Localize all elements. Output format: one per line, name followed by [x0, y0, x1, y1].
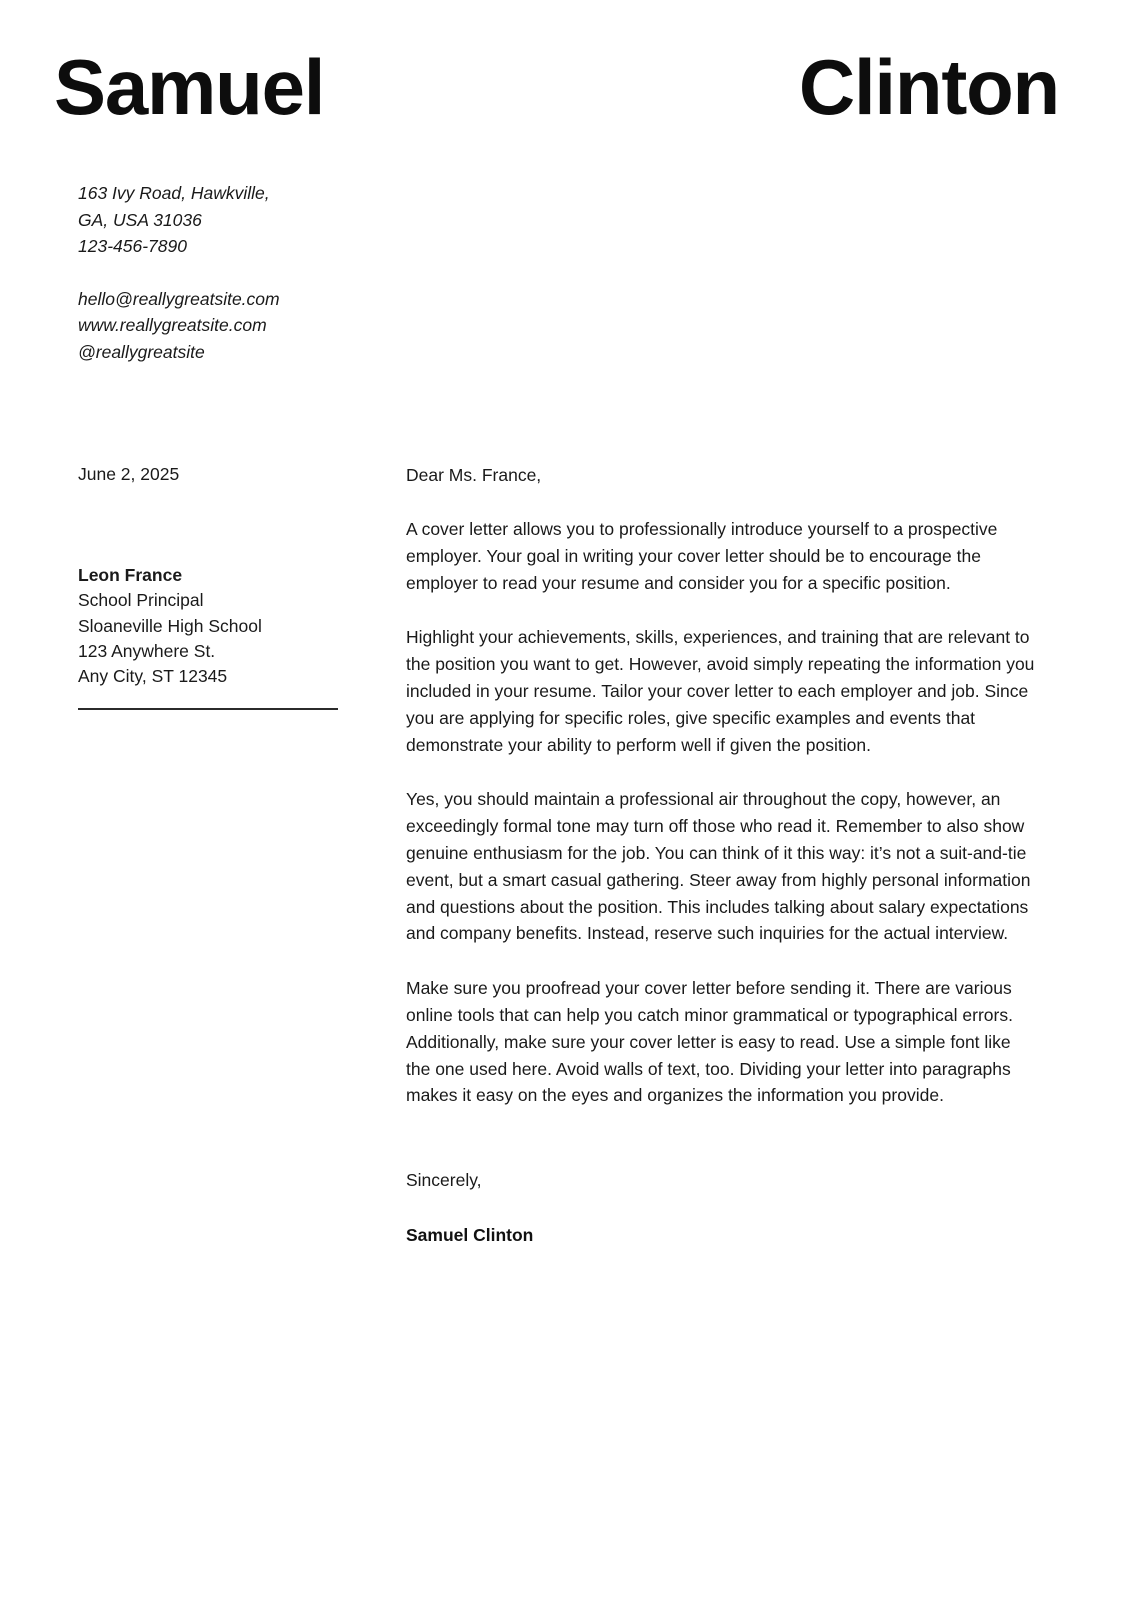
recipient-street: 123 Anywhere St. — [78, 640, 216, 661]
postal-address-group — [78, 180, 408, 260]
online-contact-group — [78, 286, 408, 366]
signature-name: Samuel Clinton — [406, 1225, 534, 1246]
salutation: Dear Ms. France, — [406, 465, 542, 485]
contact-block — [78, 180, 408, 365]
recipient-city-state-zip: Any City, ST 12345 — [78, 666, 228, 687]
address-line-phone: 123-456-7890 — [78, 236, 187, 256]
address-line-region: GA, USA 31036 — [78, 209, 202, 230]
last-name-heading: Clinton — [798, 43, 1059, 131]
first-name-heading: Samuel — [54, 43, 325, 131]
horizontal-divider — [78, 708, 338, 710]
letterhead-name — [54, 43, 1059, 131]
recipient-name: Leon France — [78, 565, 183, 585]
letter-body-column — [406, 462, 1038, 1248]
body-paragraph-3: Yes, you should maintain a professional air throughout the copy, however, an exceedingly formal tone may turn off those who read it. Remember to also show genuine enthusiasm for the job. You can think of it this way: it’s not a suit-and-tie event, but a smart casual gathering. Steer away from highly personal information and questions about the position. This includes talking about salary expectations and company benefits. Instead, reserve such inquiries for the actual interview. — [406, 789, 1031, 944]
letter-date: June 2, 2025 — [78, 464, 180, 484]
body-paragraph-2: Highlight your achievements, skills, experiences, and training that are relevant to the position you want to get. However, avoid simply repeating the information you included in your resume. Tailor your cover letter to each employer and job. Since you are applying for specific roles, give specific examples and events that demonstrate your ability to perform well if given the position. — [406, 627, 1035, 755]
recipient-title: School Principal — [78, 590, 204, 611]
recipient-block — [78, 563, 378, 689]
contact-website[interactable]: www.reallygreatsite.com — [78, 315, 267, 335]
body-paragraph-4: Make sure you proofread your cover letter before sending it. There are various online tools that can help you catch minor grammatical or typographical errors. Additionally, make sure your cover letter is easy to read. Use a simple font like the one used here. Avoid walls of text, too. Dividing your letter into paragraphs makes it easy on the eyes and organizes the information you provide. — [406, 978, 1013, 1106]
contact-email[interactable]: hello@reallygreatsite.com — [78, 288, 280, 309]
body-paragraph-1: A cover letter allows you to professionally introduce yourself to a prospective employer. Your goal in writing your cover letter should be to encourage the employer to read your resume and consider you for a specific position. — [406, 519, 998, 593]
recipient-organization: Sloaneville High School — [78, 615, 262, 636]
closing-salutation: Sincerely, — [406, 1170, 482, 1191]
contact-social-handle[interactable]: @reallygreatsite — [78, 341, 205, 362]
letter-meta-column — [78, 462, 378, 710]
address-line-street: 163 Ivy Road, Hawkville, — [78, 183, 270, 203]
